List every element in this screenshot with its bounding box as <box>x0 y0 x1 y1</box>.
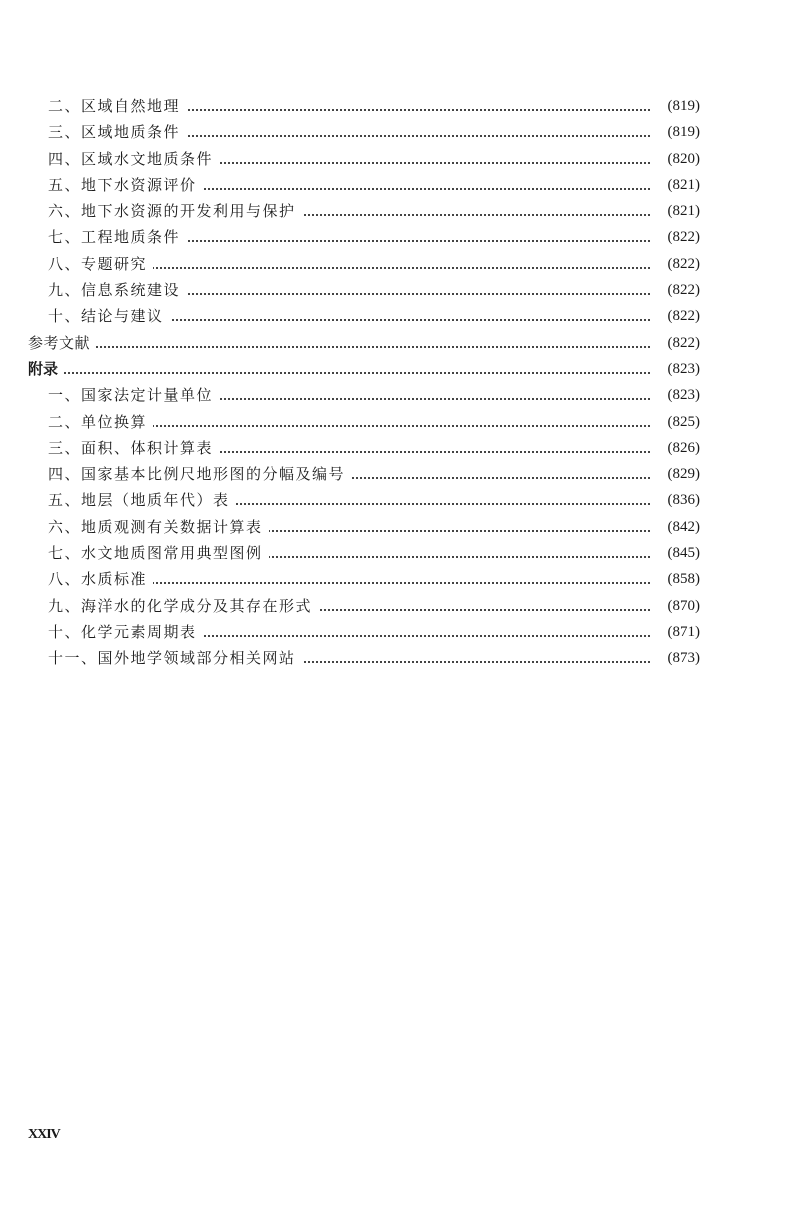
table-of-contents <box>0 93 800 672</box>
toc-entry-page: (871) <box>650 619 700 645</box>
toc-entry-title: 十一、国外地学领域部分相关网站 <box>48 645 302 671</box>
toc-entry-title: 九、信息系统建设 <box>48 277 186 303</box>
toc-entry-page: (822) <box>650 277 700 303</box>
toc-entry <box>0 93 800 119</box>
toc-entry-title: 十、化学元素周期表 <box>48 619 203 645</box>
toc-entry-title: 六、地下水资源的开发利用与保护 <box>48 198 302 224</box>
toc-entry <box>0 172 800 198</box>
toc-entry <box>0 619 800 645</box>
toc-entry-page: (819) <box>650 119 700 145</box>
toc-entry <box>0 487 800 513</box>
toc-entry-title: 二、区域自然地理 <box>48 93 186 119</box>
toc-entry-page: (873) <box>650 645 700 671</box>
toc-entry <box>0 593 800 619</box>
toc-entry-page: (819) <box>650 93 700 119</box>
toc-entry-title: 三、区域地质条件 <box>48 119 186 145</box>
toc-entry-title: 四、国家基本比例尺地形图的分幅及编号 <box>48 461 351 487</box>
toc-entry <box>0 382 800 408</box>
toc-entry-title: 八、专题研究 <box>48 251 153 277</box>
toc-entry-title: 四、区域水文地质条件 <box>48 146 219 172</box>
toc-entry-title: 附录 <box>28 356 64 382</box>
toc-entry-title: 十、结论与建议 <box>48 303 170 329</box>
toc-dot-leader <box>60 372 650 374</box>
toc-entry <box>0 146 800 172</box>
toc-entry-page: (822) <box>650 224 700 250</box>
toc-entry-page: (821) <box>650 172 700 198</box>
toc-entry-title: 二、单位换算 <box>48 409 153 435</box>
toc-entry-page: (829) <box>650 461 700 487</box>
toc-entry-title: 九、海洋水的化学成分及其存在形式 <box>48 593 318 619</box>
toc-entry-page: (826) <box>650 435 700 461</box>
toc-entry <box>0 435 800 461</box>
toc-entry-title: 七、工程地质条件 <box>48 224 186 250</box>
toc-entry <box>0 303 800 329</box>
toc-entry <box>0 330 800 356</box>
toc-entry-page: (870) <box>650 593 700 619</box>
toc-entry-title: 参考文献 <box>28 330 96 356</box>
toc-entry-page: (822) <box>650 330 700 356</box>
toc-entry <box>0 251 800 277</box>
toc-entry <box>0 514 800 540</box>
toc-entry <box>0 461 800 487</box>
toc-entry-page: (821) <box>650 198 700 224</box>
toc-entry-title: 三、面积、体积计算表 <box>48 435 219 461</box>
toc-entry <box>0 356 800 382</box>
toc-entry-page: (842) <box>650 514 700 540</box>
toc-entry <box>0 198 800 224</box>
toc-entry-page: (823) <box>650 356 700 382</box>
toc-entry-page: (820) <box>650 146 700 172</box>
toc-entry-page: (822) <box>650 251 700 277</box>
toc-entry <box>0 119 800 145</box>
toc-entry-title: 六、地质观测有关数据计算表 <box>48 514 269 540</box>
toc-entry-title: 五、地下水资源评价 <box>48 172 203 198</box>
toc-entry-page: (836) <box>650 487 700 513</box>
toc-entry-title: 七、水文地质图常用典型图例 <box>48 540 269 566</box>
toc-entry <box>0 277 800 303</box>
toc-dot-leader <box>60 346 650 348</box>
toc-entry-page: (822) <box>650 303 700 329</box>
toc-entry-page: (825) <box>650 409 700 435</box>
toc-entry-title: 八、水质标准 <box>48 566 153 592</box>
toc-entry <box>0 224 800 250</box>
toc-entry <box>0 566 800 592</box>
toc-entry <box>0 409 800 435</box>
toc-entry-page: (823) <box>650 382 700 408</box>
toc-entry <box>0 645 800 671</box>
toc-entry <box>0 540 800 566</box>
toc-entry-title: 五、地层（地质年代）表 <box>48 487 236 513</box>
toc-entry-title: 一、国家法定计量单位 <box>48 382 219 408</box>
page-number: XXIV <box>28 1127 60 1142</box>
toc-entry-page: (858) <box>650 566 700 592</box>
toc-entry-page: (845) <box>650 540 700 566</box>
